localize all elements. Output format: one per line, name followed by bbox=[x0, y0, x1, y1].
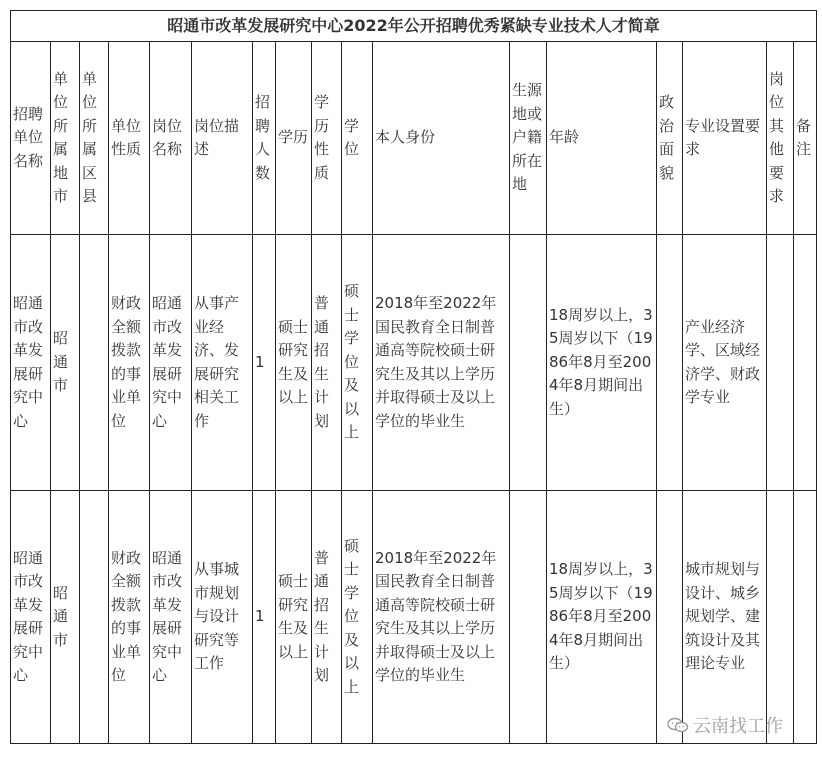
cell-edu-nature: 普通招生计划 bbox=[312, 491, 342, 744]
cell-unit-nature: 财政全额拨款的事业单位 bbox=[109, 235, 150, 491]
header-politics: 政治面貌 bbox=[657, 42, 683, 235]
header-education: 学历 bbox=[276, 42, 312, 235]
header-position-desc: 岗位描述 bbox=[192, 42, 253, 235]
cell-recruit-count: 1 bbox=[253, 491, 276, 744]
table-row bbox=[11, 491, 817, 744]
cell-major: 产业经济学、区域经济学、财政学专业 bbox=[683, 235, 767, 491]
cell-position-desc: 从事城市规划与设计研究等工作 bbox=[192, 491, 253, 744]
header-identity: 本人身份 bbox=[373, 42, 510, 235]
cell-origin bbox=[510, 491, 547, 744]
cell-other bbox=[767, 235, 794, 491]
table-title: 昭通市改革发展研究中心2022年公开招聘优秀紧缺专业技术人才简章 bbox=[11, 11, 817, 42]
table-row bbox=[11, 235, 817, 491]
watermark bbox=[667, 712, 783, 738]
cell-origin bbox=[510, 235, 547, 491]
cell-position-desc: 从事产业经济、发展研究相关工作 bbox=[192, 235, 253, 491]
header-edu-nature: 学历性质 bbox=[312, 42, 342, 235]
header-degree: 学位 bbox=[342, 42, 373, 235]
header-origin: 生源地或户籍所在地 bbox=[510, 42, 547, 235]
cell-age: 18周岁以上，35周岁以下（1986年8月至2004年8月期间出生） bbox=[547, 491, 657, 744]
recruitment-table bbox=[10, 10, 817, 744]
cell-edu-nature: 普通招生计划 bbox=[312, 235, 342, 491]
cell-county bbox=[80, 491, 109, 744]
cell-degree: 硕士学位及以上 bbox=[342, 235, 373, 491]
cell-major: 城市规划与设计、城乡规划学、建筑设计及其理论专业 bbox=[683, 491, 767, 744]
cell-unit-name: 昭通市改革发展研究中心 bbox=[11, 491, 51, 744]
cell-education: 硕士研究生及以上 bbox=[276, 491, 312, 744]
cell-position-name: 昭通市改革发展研究中心 bbox=[150, 235, 192, 491]
cell-politics bbox=[657, 491, 683, 744]
cell-position-name: 昭通市改革发展研究中心 bbox=[150, 491, 192, 744]
header-remark: 备注 bbox=[794, 42, 817, 235]
cell-unit-nature: 财政全额拨款的事业单位 bbox=[109, 491, 150, 744]
header-row bbox=[11, 42, 817, 235]
cell-remark bbox=[794, 235, 817, 491]
cell-identity: 2018年至2022年国民教育全日制普通高等院校硕士研究生及其以上学历并取得硕士及以上学位的毕业生 bbox=[373, 491, 510, 744]
cell-degree: 硕士学位及以上 bbox=[342, 491, 373, 744]
header-city: 单位所属地市 bbox=[51, 42, 80, 235]
cell-city: 昭通市 bbox=[51, 491, 80, 744]
recruitment-notice bbox=[10, 10, 816, 744]
cell-age: 18周岁以上，35周岁以下（1986年8月至2004年8月期间出生） bbox=[547, 235, 657, 491]
cell-education: 硕士研究生及以上 bbox=[276, 235, 312, 491]
header-county: 单位所属区县 bbox=[80, 42, 109, 235]
header-unit-nature: 单位性质 bbox=[109, 42, 150, 235]
header-age: 年龄 bbox=[547, 42, 657, 235]
header-major: 专业设置要求 bbox=[683, 42, 767, 235]
header-other: 岗位其他要求 bbox=[767, 42, 794, 235]
watermark-text: 云南找工作 bbox=[693, 716, 783, 737]
cell-county bbox=[80, 235, 109, 491]
cell-other bbox=[767, 491, 794, 744]
cell-unit-name: 昭通市改革发展研究中心 bbox=[11, 235, 51, 491]
cell-remark bbox=[794, 491, 817, 744]
cell-city: 昭通市 bbox=[51, 235, 80, 491]
header-unit-name: 招聘单位名称 bbox=[11, 42, 51, 235]
cell-recruit-count: 1 bbox=[253, 235, 276, 491]
cell-politics bbox=[657, 235, 683, 491]
wechat-icon bbox=[667, 717, 689, 733]
header-recruit-count: 招聘人数 bbox=[253, 42, 276, 235]
cell-identity: 2018年至2022年国民教育全日制普通高等院校硕士研究生及其以上学历并取得硕士及以上学位的毕业生 bbox=[373, 235, 510, 491]
header-position-name: 岗位名称 bbox=[150, 42, 192, 235]
